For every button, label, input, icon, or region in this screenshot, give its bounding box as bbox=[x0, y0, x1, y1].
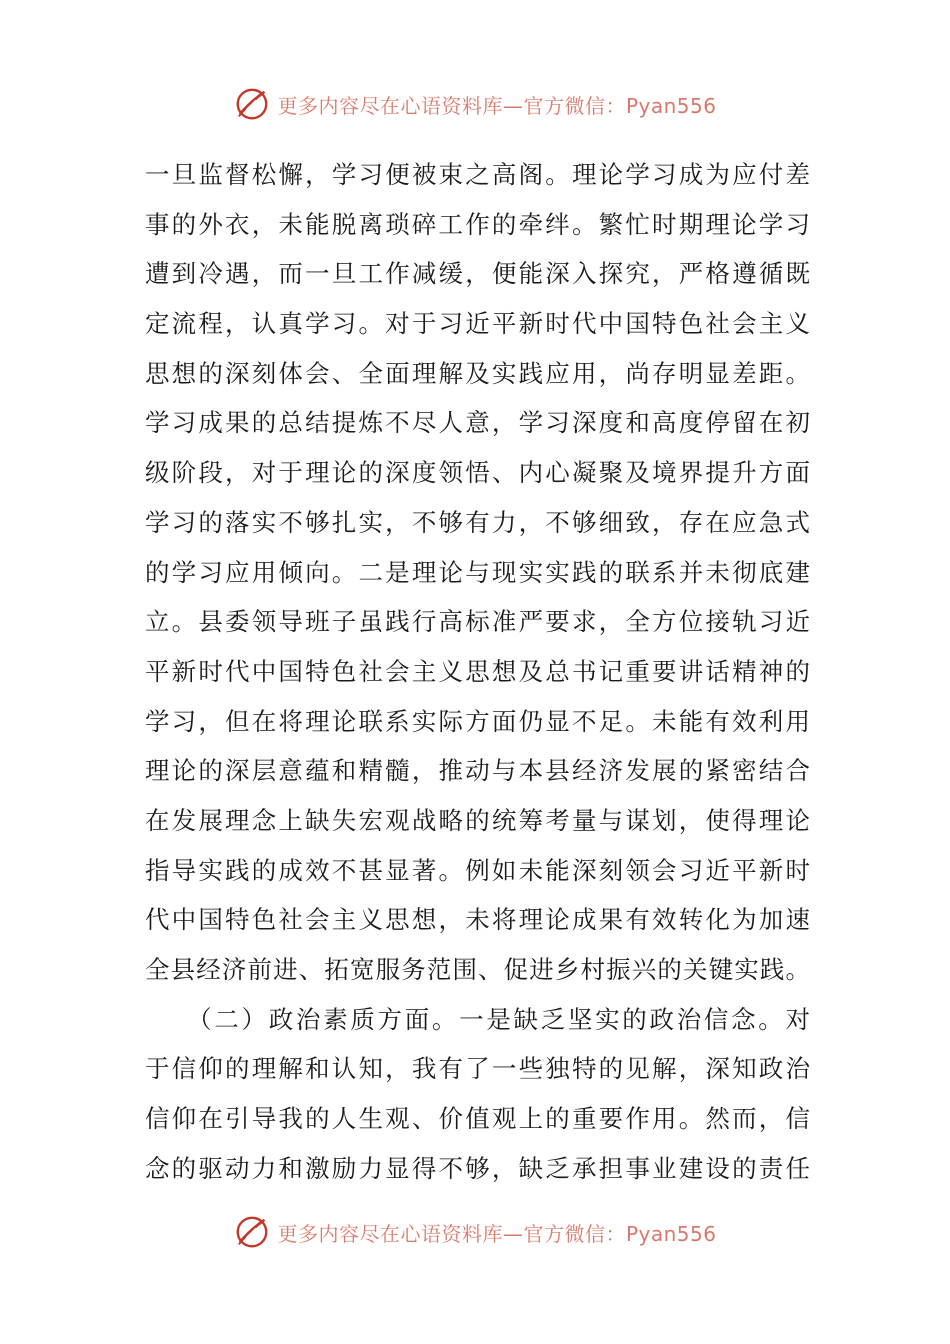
pen-logo-icon bbox=[233, 85, 271, 123]
text-line: 级阶段，对于理论的深度领悟、内心凝聚及境界提升方面 bbox=[145, 458, 810, 488]
text-line: 一旦监督松懈，学习便被束之高阁。理论学习成为应付差 bbox=[145, 160, 810, 189]
text-line: 指导实践的成效不甚显著。例如未能深刻领会习近平新时 bbox=[145, 855, 810, 885]
text-line: 思想的深刻体会、全面理解及实践应用，尚存明显差距。 bbox=[145, 358, 810, 388]
pen-logo-icon bbox=[233, 1213, 271, 1251]
text-line: 念的驱动力和激励力显得不够，缺乏承担事业建设的责任 bbox=[145, 1153, 810, 1183]
text-line: 定流程，认真学习。对于习近平新时代中国特色社会主义 bbox=[145, 309, 810, 339]
text-line: 遭到冷遇，而一旦工作减缓，便能深入探究，严格遵循既 bbox=[145, 259, 810, 289]
footer-banner bbox=[0, 1212, 950, 1252]
text-line: 事的外衣，未能脱离琐碎工作的牵绊。繁忙时期理论学习 bbox=[145, 209, 810, 239]
text-line: 于信仰的理解和认知，我有了一些独特的见解，深知政治 bbox=[145, 1054, 810, 1084]
text-line: 理论的深层意蕴和精髓，推动与本县经济发展的紧密结合 bbox=[145, 756, 810, 786]
header-banner-text: 更多内容尽在心语资料库—官方微信：Pyan556 bbox=[277, 93, 717, 118]
header-banner bbox=[0, 84, 950, 124]
text-line: 的学习应用倾向。二是理论与现实实践的联系并未彻底建 bbox=[145, 557, 810, 587]
text-line: 学习，但在将理论联系实际方面仍显不足。未能有效利用 bbox=[145, 706, 810, 736]
text-line: 平新时代中国特色社会主义思想及总书记重要讲话精神的 bbox=[145, 656, 810, 686]
text-line: 立。县委领导班子虽践行高标准严要求，全方位接轨习近 bbox=[145, 607, 810, 637]
footer-banner-text: 更多内容尽在心语资料库—官方微信：Pyan556 bbox=[277, 1221, 717, 1246]
text-line: 在发展理念上缺失宏观战略的统筹考量与谋划，使得理论 bbox=[145, 805, 810, 835]
text-line: （二）政治素质方面。一是缺乏坚实的政治信念。对 bbox=[145, 1004, 810, 1034]
text-line: 学习的落实不够扎实，不够有力，不够细致，存在应急式 bbox=[145, 507, 810, 537]
text-line: 代中国特色社会主义思想，未将理论成果有效转化为加速 bbox=[145, 905, 810, 935]
text-line: 信仰在引导我的人生观、价值观上的重要作用。然而，信 bbox=[145, 1104, 810, 1134]
text-line: 全县经济前进、拓宽服务范围、促进乡村振兴的关键实践。 bbox=[145, 955, 810, 984]
document-body bbox=[145, 150, 810, 1193]
text-line: 学习成果的总结提炼不尽人意，学习深度和高度停留在初 bbox=[145, 408, 810, 438]
